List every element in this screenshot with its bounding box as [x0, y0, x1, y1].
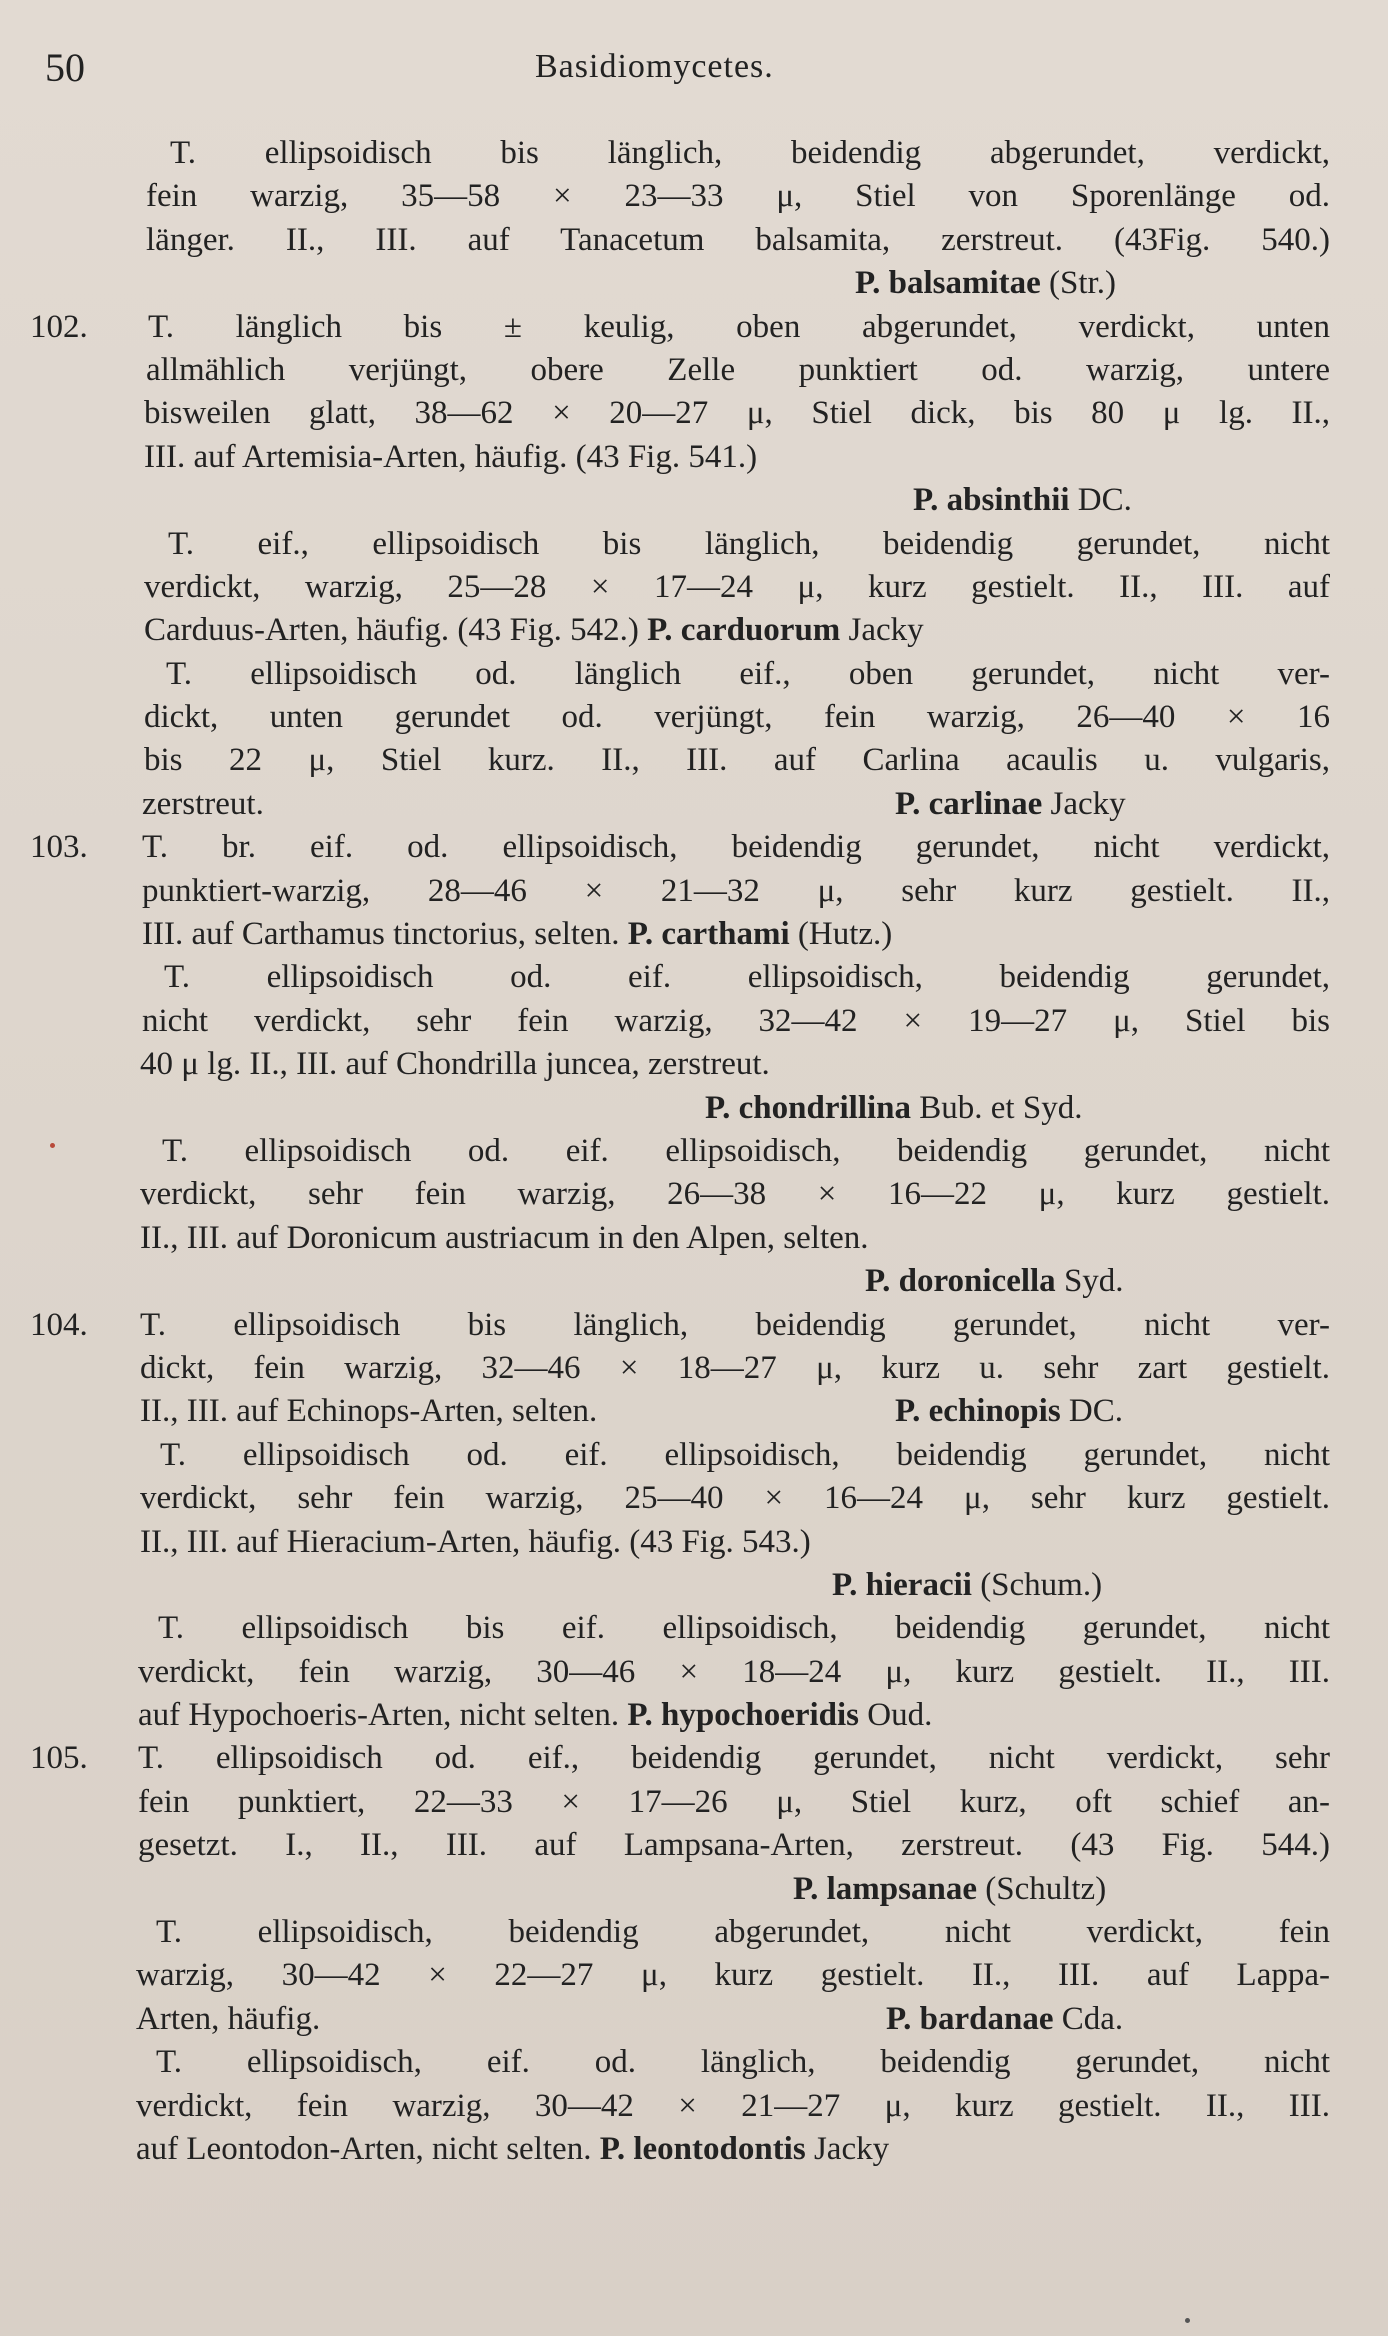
- species-author: (Schum.): [971, 1566, 1103, 1603]
- text-line: [30, 306, 1350, 349]
- entry-number: 105.: [30, 1740, 88, 1777]
- text-line: [30, 1477, 1350, 1520]
- species-author: Oud.: [859, 1697, 933, 1734]
- line-text: III. auf Artemisia-Arten, häufig. (43 Fig. 541.): [144, 438, 758, 475]
- species-name: P. echinopis: [895, 1393, 1061, 1430]
- species-name: P. hypochoeridis: [627, 1697, 860, 1734]
- species-name-line: [895, 1390, 1123, 1433]
- text-line: [30, 566, 1350, 609]
- species-name: P. absinthii: [913, 482, 1070, 519]
- species-name-line: [832, 1564, 1102, 1607]
- line-text: dickt, fein warzig, 32—46 × 18—27 μ, kurz u. sehr zart gestielt.: [140, 1349, 1330, 1386]
- line-text: T. ellipsoidisch bis länglich, beidendig abgerundet, verdickt,: [170, 135, 1330, 171]
- text-line: [30, 1607, 1350, 1650]
- line-text: länger. II., III. auf Tanacetum balsamita, zerstreut. (43Fig. 540.): [146, 221, 1330, 258]
- species-name-line: [913, 479, 1132, 522]
- species-name: P. leontodontis: [599, 2130, 806, 2167]
- line-text: zerstreut.: [142, 785, 264, 822]
- species-name: P. carlinae: [895, 785, 1043, 822]
- species-name-line: [886, 1998, 1123, 2041]
- species-author: (Str.): [1040, 265, 1116, 302]
- line-text: verdickt, sehr fein warzig, 26—38 × 16—22 μ, kurz gestielt.: [140, 1176, 1330, 1213]
- line-text: T. länglich bis ± keulig, oben abgerundet, verdickt, unten: [148, 308, 1330, 345]
- text-line: [30, 1911, 1350, 1954]
- text-line: [30, 219, 1350, 262]
- text-line: [30, 436, 1350, 479]
- species-author: Jacky: [805, 2130, 890, 2167]
- text-line: [30, 653, 1350, 696]
- species-author: DC.: [1060, 1393, 1124, 1430]
- line-text: II., III. auf Echinops-Arten, selten.: [140, 1393, 598, 1430]
- line-text: fein warzig, 35—58 × 23—33 μ, Stiel von Sporenlänge od.: [146, 178, 1330, 215]
- species-name-line: [895, 783, 1126, 826]
- species-name: P. carduorum: [647, 612, 841, 649]
- line-text: bis 22 μ, Stiel kurz. II., III. auf Carlina acaulis u. vulgaris,: [144, 742, 1330, 779]
- body-text: [30, 132, 1350, 2171]
- entry-number: 104.: [30, 1306, 88, 1343]
- text-line: [30, 132, 1350, 175]
- line-text: verdickt, fein warzig, 30—46 × 18—24 μ, kurz gestielt. II., III.: [138, 1653, 1330, 1690]
- text-line: [30, 2128, 1350, 2171]
- text-line: [30, 2041, 1350, 2084]
- text-line: [30, 913, 1350, 956]
- line-text: 40 μ lg. II., III. auf Chondrilla juncea, zerstreut.: [140, 1046, 770, 1083]
- text-line: [30, 2085, 1350, 2128]
- line-text: fein punktiert, 22—33 × 17—26 μ, Stiel kurz, oft schief an-: [138, 1783, 1330, 1820]
- line-text: Carduus-Arten, häufig. (43 Fig. 542.) P. carduorum Jacky: [144, 612, 924, 649]
- text-line: [30, 1694, 1350, 1737]
- line-text: T. ellipsoidisch od. eif. ellipsoidisch, beidendig gerundet,: [164, 959, 1330, 996]
- text-line: [30, 1998, 1350, 2041]
- text-line: [30, 1868, 1350, 1911]
- text-line: [30, 1390, 1350, 1433]
- text-line: [30, 1087, 1350, 1130]
- line-text: Arten, häufig.: [136, 2000, 321, 2037]
- line-text: warzig, 30—42 × 22—27 μ, kurz gestielt. II., III. auf Lappa-: [136, 1957, 1330, 1994]
- text-line: [30, 1781, 1350, 1824]
- text-line: [30, 609, 1350, 652]
- text-line: [30, 1521, 1350, 1564]
- text-line: [30, 826, 1350, 869]
- species-name: P. hieracii: [832, 1566, 972, 1603]
- text-line: [30, 696, 1350, 739]
- line-text: nicht verdickt, sehr fein warzig, 32—42 × 19—27 μ, Stiel bis: [142, 1002, 1330, 1039]
- line-text: dickt, unten gerundet od. verjüngt, fein warzig, 26—40 × 16: [144, 699, 1330, 736]
- species-name: P. balsamitae: [855, 265, 1041, 302]
- text-line: [30, 739, 1350, 782]
- species-author: (Hutz.): [789, 916, 893, 953]
- text-line: [30, 1217, 1350, 1260]
- line-text: III. auf Carthamus tinctorius, selten. P. carthami (Hutz.): [142, 916, 893, 953]
- text-line: [30, 870, 1350, 913]
- text-line: [30, 1173, 1350, 1216]
- line-text: II., III. auf Doronicum austriacum in den Alpen, selten.: [140, 1219, 869, 1256]
- text-line: [30, 1000, 1350, 1043]
- line-text: T. ellipsoidisch od. eif. ellipsoidisch, beidendig gerundet, nicht: [162, 1132, 1330, 1169]
- text-line: [30, 262, 1350, 305]
- text-line: [30, 175, 1350, 218]
- line-text: II., III. auf Hieracium-Arten, häufig. (43 Fig. 543.): [140, 1523, 811, 1560]
- species-author: Cda.: [1053, 2000, 1124, 2037]
- species-name: P. bardanae: [886, 2000, 1054, 2037]
- text-line: [30, 1304, 1350, 1347]
- species-author: DC.: [1069, 482, 1132, 519]
- text-line: [30, 1130, 1350, 1173]
- species-author: (Schultz): [976, 1870, 1107, 1907]
- line-text: T. ellipsoidisch od. eif. ellipsoidisch, beidendig gerundet, nicht: [160, 1436, 1330, 1473]
- ink-speck: [50, 1143, 55, 1148]
- species-name-line: [855, 262, 1116, 305]
- species-author: Bub. et Syd.: [911, 1089, 1083, 1126]
- species-author: Jacky: [1042, 785, 1126, 822]
- entry-number: 103.: [30, 829, 88, 866]
- species-name-line: [705, 1087, 1082, 1130]
- text-line: [30, 1564, 1350, 1607]
- page-number: 50: [45, 45, 85, 90]
- line-text: verdickt, warzig, 25—28 × 17—24 μ, kurz gestielt. II., III. auf: [144, 568, 1330, 605]
- line-text: verdickt, fein warzig, 30—42 × 21—27 μ, kurz gestielt. II., III.: [136, 2087, 1330, 2124]
- page-header: [0, 44, 1388, 104]
- line-text: allmählich verjüngt, obere Zelle punktiert od. warzig, untere: [146, 351, 1330, 388]
- text-line: [30, 1954, 1350, 1997]
- line-text: T. br. eif. od. ellipsoidisch, beidendig gerundet, nicht verdickt,: [142, 829, 1330, 866]
- line-text: T. ellipsoidisch, eif. od. länglich, beidendig gerundet, nicht: [156, 2044, 1330, 2081]
- text-line: [30, 523, 1350, 566]
- species-name-line: [793, 1868, 1106, 1911]
- line-text: auf Hypochoeris-Arten, nicht selten. P. hypochoeridis Oud.: [138, 1697, 933, 1734]
- text-line: [30, 1737, 1350, 1780]
- line-text: T. ellipsoidisch od. eif., beidendig gerundet, nicht verdickt, sehr: [138, 1740, 1330, 1777]
- text-line: [30, 1043, 1350, 1086]
- line-text: T. eif., ellipsoidisch bis länglich, beidendig gerundet, nicht: [168, 525, 1330, 562]
- species-name: P. carthami: [627, 916, 790, 953]
- line-text: T. ellipsoidisch, beidendig abgerundet, nicht verdickt, fein: [156, 1914, 1330, 1951]
- line-text: bisweilen glatt, 38—62 × 20—27 μ, Stiel dick, bis 80 μ lg. II.,: [144, 395, 1330, 432]
- species-name: P. doronicella: [865, 1263, 1056, 1300]
- species-name: P. chondrillina: [705, 1089, 912, 1126]
- species-name-line: [865, 1260, 1124, 1303]
- line-text: T. ellipsoidisch od. länglich eif., oben gerundet, nicht ver-: [166, 655, 1330, 692]
- species-name: P. lampsanae: [793, 1870, 977, 1907]
- species-author: Syd.: [1055, 1263, 1124, 1300]
- text-line: [30, 1824, 1350, 1867]
- text-line: [30, 1260, 1350, 1303]
- text-line: [30, 392, 1350, 435]
- text-line: [30, 956, 1350, 999]
- entry-number: 102.: [30, 308, 88, 345]
- text-line: [30, 1434, 1350, 1477]
- line-text: verdickt, sehr fein warzig, 25—40 × 16—24 μ, sehr kurz gestielt.: [140, 1480, 1330, 1517]
- text-line: [30, 1651, 1350, 1694]
- line-text: punktiert-warzig, 28—46 × 21—32 μ, sehr kurz gestielt. II.,: [142, 872, 1330, 909]
- line-text: T. ellipsoidisch bis länglich, beidendig gerundet, nicht ver-: [140, 1306, 1330, 1343]
- text-line: [30, 783, 1350, 826]
- line-text: auf Leontodon-Arten, nicht selten. P. leontodontis Jacky: [136, 2130, 890, 2167]
- text-line: [30, 479, 1350, 522]
- text-line: [30, 349, 1350, 392]
- species-author: Jacky: [840, 612, 924, 649]
- running-head: Basidiomycetes.: [535, 48, 774, 85]
- ink-speck: [1185, 2318, 1190, 2323]
- line-text: T. ellipsoidisch bis eif. ellipsoidisch, beidendig gerundet, nicht: [158, 1610, 1330, 1647]
- text-line: [30, 1347, 1350, 1390]
- line-text: gesetzt. I., II., III. auf Lampsana-Arten, zerstreut. (43 Fig. 544.): [138, 1827, 1330, 1864]
